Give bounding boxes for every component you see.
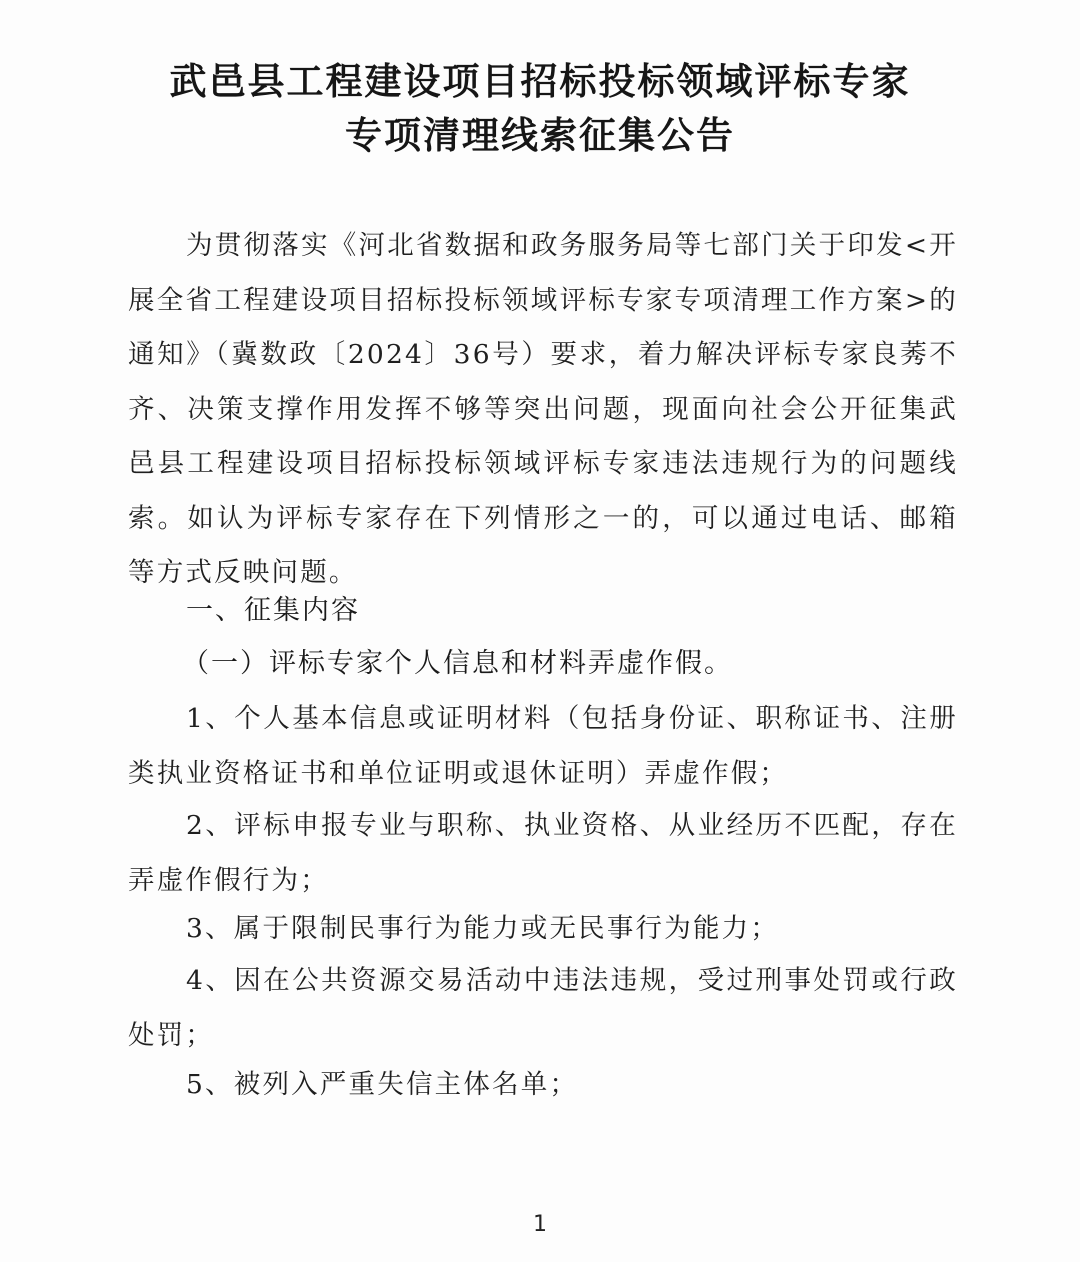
- list-item-5: 5、被列入严重失信主体名单；: [186, 1069, 579, 1100]
- list-item-1: 1、个人基本信息或证明材料（包括身份证、职称证书、注册类执业资格证书和单位证明或退休证明）弄虚作假；: [128, 703, 958, 789]
- list-item-3: 3、属于限制民事行为能力或无民事行为能力；: [186, 913, 780, 944]
- page-number: 1: [533, 1212, 547, 1237]
- section-heading-collection-content: 一、征集内容: [186, 595, 360, 626]
- document-title-line-2: 专项清理线索征集公告: [345, 114, 735, 157]
- subsection-heading-false-info: （一）评标专家个人信息和材料弄虚作假。: [182, 648, 733, 679]
- document-title-line-1: 武邑县工程建设项目招标投标领域评标专家: [169, 60, 911, 103]
- list-item-4: 4、因在公共资源交易活动中违法违规，受过刑事处罚或行政处罚；: [128, 965, 958, 1051]
- intro-paragraph: 为贯彻落实《河北省数据和政务服务局等七部门关于印发<开展全省工程建设项目招标投标领域评标专家专项清理工作方案>的通知》（冀数政〔2024〕36号）要求，着力解决评标专家良莠不齐、决策支撑作用发挥不够等突出问题，现面向社会公开征集武邑县工程建设项目招标投标领域评标专家违法违规行为的问题线索。如认为评标专家存在下列情形之一的，可以通过电话、邮箱等方式反映问题。: [128, 230, 958, 588]
- list-item-2: 2、评标申报专业与职称、执业资格、从业经历不匹配，存在弄虚作假行为；: [128, 810, 958, 896]
